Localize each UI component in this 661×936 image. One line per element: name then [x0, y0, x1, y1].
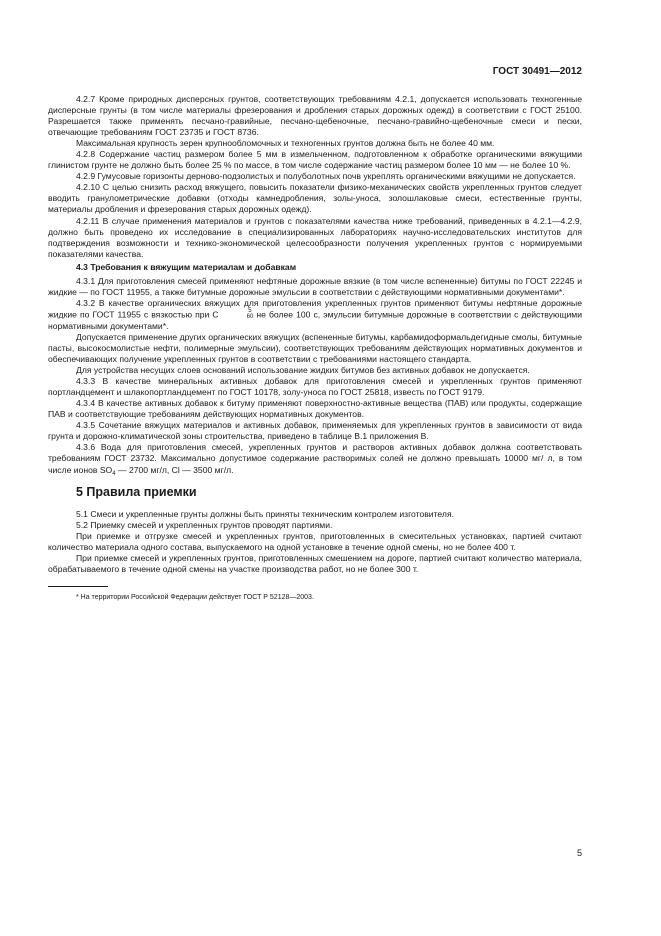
document-header: ГОСТ 30491—2012	[492, 66, 582, 77]
paragraph-4-3-4: 4.3.4 В качестве активных добавок к битуму применяют поверхностно-активные вещества (ПАВ) или продукты, содержащие ПАВ и соответствующие требованиям действующих нормативных документов.	[48, 398, 582, 420]
paragraph-4-3-2-text-end: не более 100 с, эмульсии битумные дорожные в соответствии с действующими нормативными документами*.	[48, 309, 582, 331]
viscosity-fraction	[219, 308, 254, 320]
paragraph-4-3-1: 4.3.1 Для приготовления смесей применяют нефтяные дорожные вязкие (в том числе вспененные) битумы по ГОСТ 22245 и жидкие — по ГОСТ 11955, а также битумные дорожные эмульсии в соответствии с действующими нормативными документами*.	[48, 275, 582, 297]
footnote: * На территории Российской Федерации действует ГОСТ Р 52128—2003.	[76, 593, 314, 601]
page-number: 5	[576, 848, 582, 858]
paragraph-4-2-10: 4.2.10 С целью снизить расход вяжущего, повысить показатели физико-механических свойств укрепленных грунтов следует вводить гранулометрические добавки (отходы камнедробления, золы-уноса, золошлаковые смеси, естественные грунты, материалы дробления и фрезерования старых дорожных одежд).	[48, 182, 582, 215]
subsection-title: 4.3 Требования к вяжущим материалам и добавкам	[76, 261, 297, 272]
paragraph-4-3-6-text-start: 4.3.6 Вода для приготовления смесей, укрепленных грунтов и растворов активных добавок должна соответствовать требованиям ГОСТ 23732. Максимально допустимое содержание растворимых солей не должно превышать 10000 мг/ л, в том числе ионов SO	[48, 442, 582, 475]
fraction-denominator: 60	[246, 313, 254, 320]
paragraph-max-grain-size: Максимальная крупность зерен крупнообломочных и техногенных грунтов должна быть не более 40 мм.	[76, 138, 495, 149]
paragraph-4-3-6	[48, 442, 582, 475]
paragraph-5-1: 5.1 Смеси и укрепленные грунты должны быть приняты техническим контролем изготовителя.	[76, 508, 454, 519]
document-body	[48, 94, 582, 602]
sulfate-subscript: 4	[112, 470, 116, 477]
paragraph-other-binders: Допускается применение других органических вяжущих (вспененные битумы, карбамидоформальдегидные смолы, битумные пасты, высокосмолистые нефти, полимерные эмульсии), соответствующих требованиям действующих нормативных документов и обеспечивающих получение укрепленных грунтов в соответствии с требованиями настоящего стандарта.	[48, 331, 582, 365]
paragraph-4-2-7: 4.2.7 Кроме природных дисперсных грунтов, соответствующих требованиям 4.2.1, допускается использовать техногенные дисперсные грунты (в том числе материалы фрезерования и дробления старых дорожных одежд) в соответствии с ГОСТ 25100. Разрешается также применять песчано-гравийные, песчано-щебеночные, песчано-гравийно-щебеночные смеси и пески, отвечающие требованиям ГОСТ 23735 и ГОСТ 8736.	[48, 94, 582, 138]
paragraph-4-3-3: 4.3.3 В качестве минеральных активных добавок для приготовления смесей и укрепленных грунтов применяют портландцемент и шлакопортландцемент по ГОСТ 10178, золу-уноса по ГОСТ 25818, известь по ГОСТ 9179.	[48, 376, 582, 398]
paragraph-batch-road: При приемке смесей и укрепленных грунтов, приготовленных смешением на дороге, партией считают количество материала, обрабатываемого в течение одной смены на участке производства работ, но не более 300 т.	[48, 552, 582, 574]
paragraph-4-2-9: 4.2.9 Гумусовые горизонты дерново-подзолистых и полуболотных почв укреплять органическими вяжущими не допускается.	[76, 171, 576, 182]
paragraph-4-3-2	[48, 298, 582, 332]
footnote-divider	[48, 586, 108, 587]
paragraph-5-2: 5.2 Приемку смесей и укрепленных грунтов проводят партиями.	[76, 519, 333, 530]
paragraph-4-2-8: 4.2.8 Содержание частиц размером более 5 мм в измельченном, подготовленном к обработке органическими вяжущими глинистом грунте не должно быть более 25 % по массе, в том числе содержание частиц размером более 10 мм — не более 10 %.	[48, 149, 582, 171]
fraction-numerator: 5	[248, 307, 252, 314]
paragraph-batch-plant: При приемке и отгрузке смесей и укрепленных грунтов, приготовленных в смесительных установках, партией считают количество материала одного состава, выпускаемого на одной установке в течение одной смены, но не более 400 т.	[48, 530, 582, 552]
paragraph-4-3-2-text-start: 4.3.2 В качестве органических вяжущих для приготовления укрепленных грунтов применяют битумы нефтяные дорожные жидкие по ГОСТ 11955 с вязкостью при С	[48, 297, 582, 320]
paragraph-liquid-bitumen: Для устройства несущих слоев оснований использование жидких битумов без активных добавок не допускается.	[76, 365, 530, 376]
section-title: 5 Правила приемки	[76, 484, 197, 499]
paragraph-4-2-11: 4.2.11 В случае применения материалов и грунтов с показателями качества ниже требований, приведенных в 4.2.1—4.2.9, должно быть проведено их исследование в специализированных лабораториях научно-исследовательских институтов для подтверждения возможности и технико-экономической целесообразности получения укрепленных грунтов с нормируемыми показателями качества.	[48, 215, 582, 259]
paragraph-4-3-5: 4.3.5 Сочетание вяжущих материалов и активных добавок, применяемых для укрепленных грунтов в зависимости от вида грунта и дорожно-климатической зоны строительства, приведено в таблице В.1 приложения В.	[48, 420, 582, 442]
paragraph-4-3-6-text-end: — 2700 мг/л, Cl — 3500 мг/л.	[115, 464, 234, 475]
